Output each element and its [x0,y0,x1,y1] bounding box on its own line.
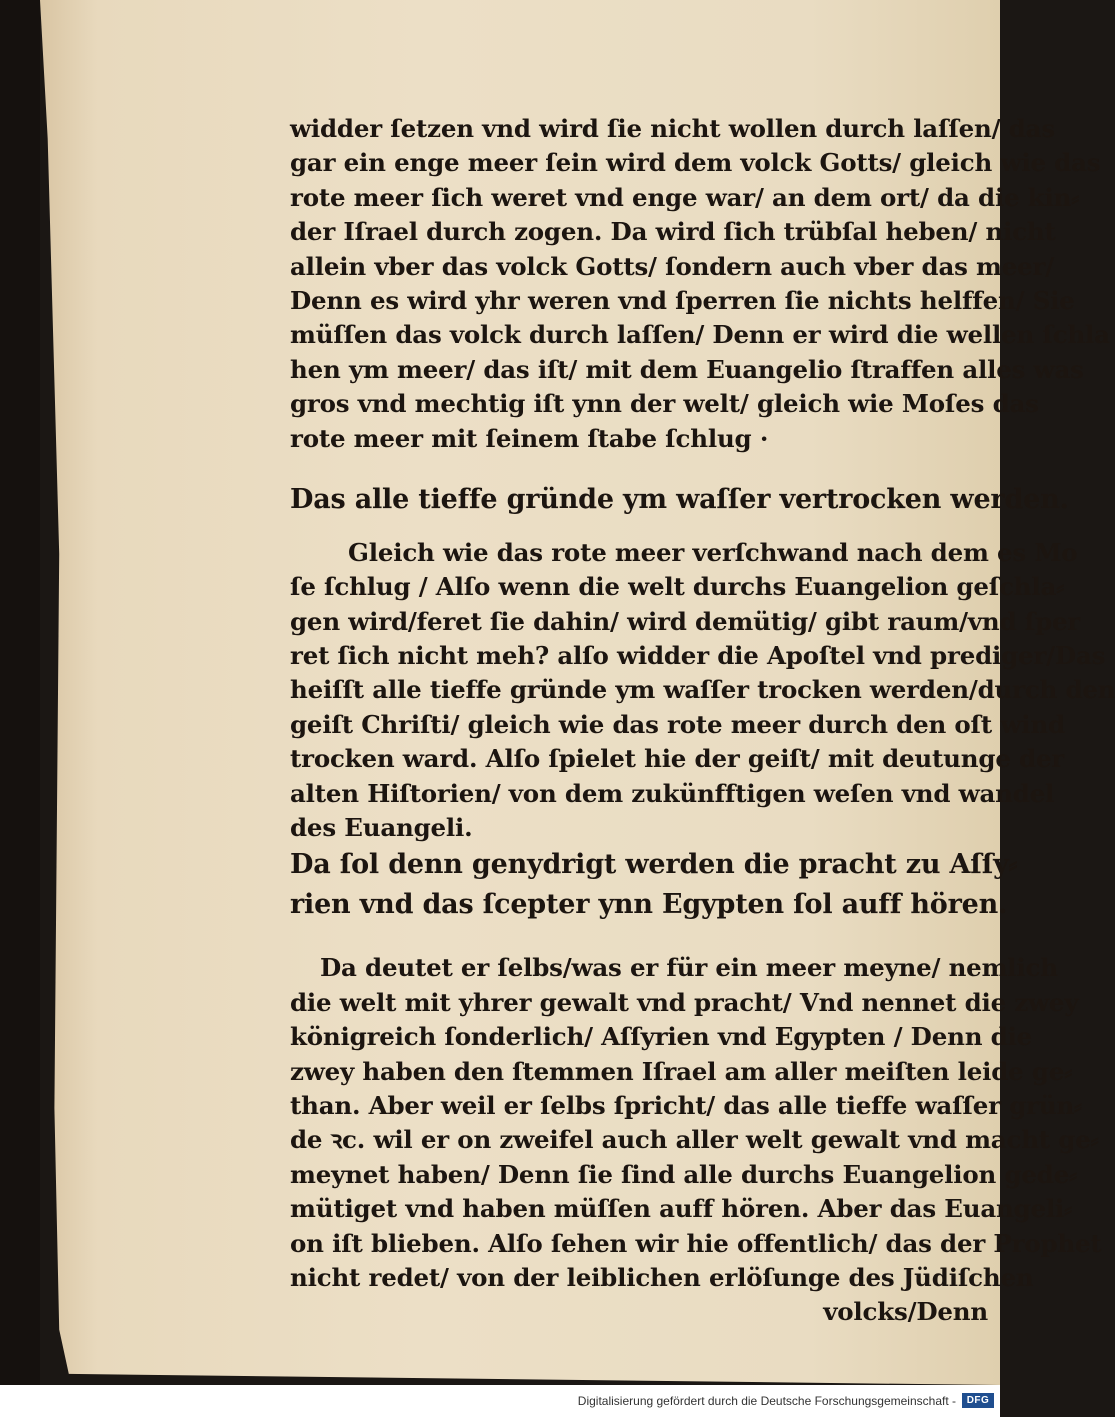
funding-credit: Digitalisierung gefördert durch die Deutsche Forschungsgemeinschaft - [577,1394,956,1408]
text-line: ſe ſchlug / Alſo wenn die welt durchs Euangelion geſchla⸗ [290,572,1065,602]
text-line: müſſen das volck durch laſſen/ Denn er wird die wellen ſchla [290,320,1110,350]
text-line: hen ym meer/ das iſt/ mit dem Euangelio ſtraffen alles was [290,354,1084,384]
text-line: königreich ſonderlich/ Aſſyrien vnd Egypten / Denn die [290,1022,1033,1052]
text-line: rote meer ſich weret vnd enge war/ an dem ort/ da die kin⸗ [290,182,1080,212]
text-line: geiſt Chriſti/ gleich wie das rote meer durch den oſt wind [290,709,1065,739]
text-line: de ꝛc. wil er on zweifel auch aller welt gewalt vnd macht ge⸗ [290,1125,1099,1155]
text-line: Da deutet er ſelbs/was er für ein meer meyne/ nemlich [320,953,1058,983]
text-line: rote meer mit ſeinem ſtabe ſchlug · [290,423,769,453]
dfg-logo[interactable]: DFG [962,1393,994,1408]
text-line: Denn es wird yhr weren vnd ſperren ſie nichts helffen/ Sie [290,285,1075,315]
text-line: trocken ward. Alſo ſpielet hie der geiſt/ mit deutunge der [290,744,1065,774]
footer-bar [0,1385,1000,1417]
page-shadow [0,0,40,1385]
text-line: Gleich wie das rote meer verſchwand nach dem es Mo [348,537,1078,567]
spacer [290,520,988,536]
spacer [290,456,988,480]
text-line: widder ſetzen vnd wird ſie nicht wollen durch laſſen/ das [290,114,1055,143]
text-line: gar ein enge meer ſein wird dem volck Gotts/ gleich wie das [290,148,1101,178]
spacer [290,925,988,951]
text-line: on iſt blieben. Alſo ſehen wir hie offentlich/ das der Prophet [290,1228,1102,1258]
text-line: zwey haben den ſtemmen Iſrael am aller meiſten leide ge⸗ [290,1056,1073,1086]
section-heading: Das alle tieffe gründe ym waſſer vertrocken werden. [290,483,1069,515]
text-line: des Euangeli. [290,813,473,843]
text-line: allein vber das volck Gotts/ ſondern auch vber das meer/ [290,251,1055,281]
page-text [290,112,1115,1330]
text-line: mütiget vnd haben müſſen auff hören. Aber das Euangeli⸗ [290,1194,1073,1224]
text-line: meynet haben/ Denn ſie ſind alle durchs Euangelion gede⸗ [290,1159,1078,1189]
text-line: gen wird/feret ſie dahin/ wird demütig/ gibt raum/vnd ſper [290,606,1081,636]
text-line: heiſſt alle tieffe gründe ym waſſer trocken werden/durch den [290,675,1115,705]
text-line: than. Aber weil er ſelbs ſpricht/ das alle tieffe waſſer grün⸗ [290,1090,1083,1120]
text-line: nicht redet/ von der leiblichen erlöſunge des Jüdiſchen [290,1262,1034,1292]
text-line: alten Hiſtorien/ von dem zukünfftigen weſen vnd wandel [290,778,1055,808]
catchword: volcks/Denn [823,1297,988,1327]
text-line: ret ſich nicht meh? alſo widder die Apoſtel vnd prediger/Das [290,641,1106,671]
text-line: gros vnd mechtig iſt ynn der welt/ gleich wie Moſes das [290,389,1039,419]
section-heading: Da ſol denn genydrigt werden die pracht zu Aſſy⸗ [290,849,1018,881]
text-line: die welt mit yhrer gewalt vnd pracht/ Vnd nennet die zwey [290,987,1079,1017]
text-line: der Iſrael durch zogen. Da wird ſich trübſal heben/ nicht [290,217,1056,247]
section-heading: rien vnd das ſcepter ynn Egypten ſol auff hören. [290,889,1008,921]
